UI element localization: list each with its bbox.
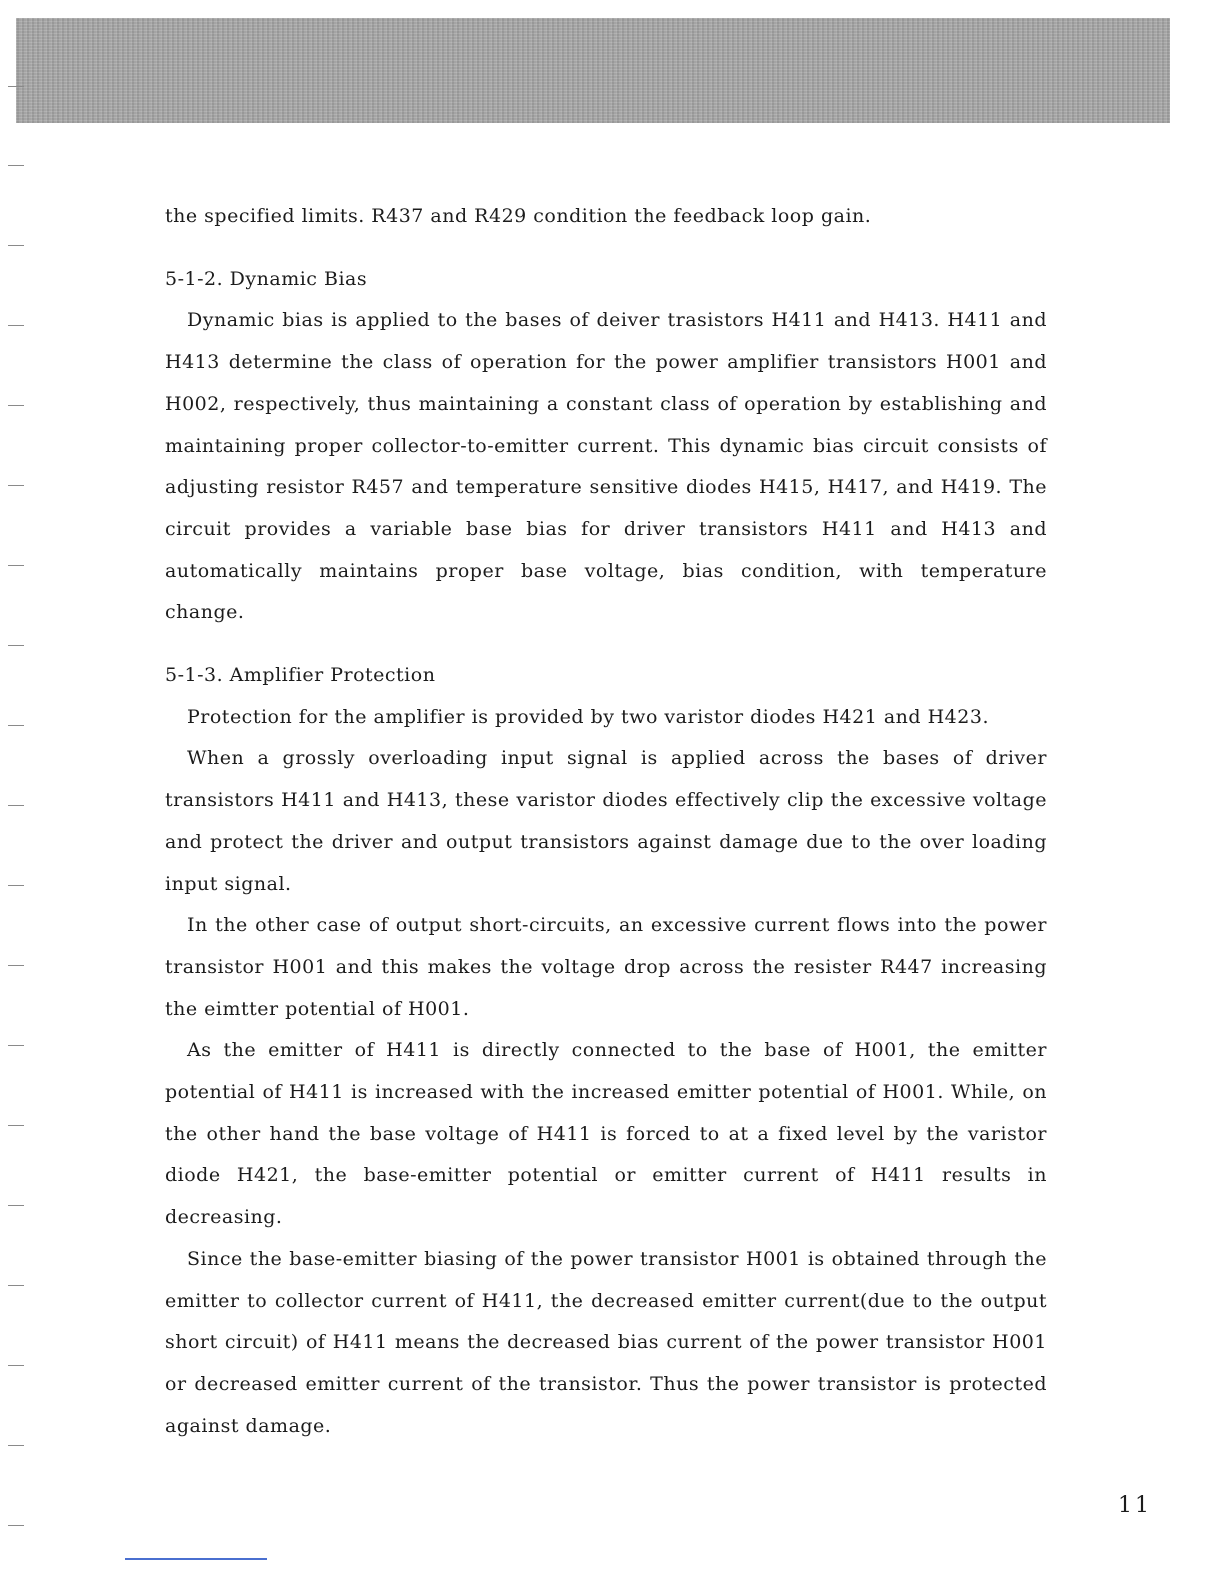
paragraph-dynamic-bias: Dynamic bias is applied to the bases of deiver trasistors H411 and H413. H411 and H413 determine the class of operation for the power amplifier transistors H001 and H002, respectively, thus maintaining a constant class of operation by establishing and maintaining proper collector-to-emitter current. This dynamic bias circuit consists of adjusting resistor R457 and temperature sensitive diodes H415, H417, and H419. The circuit provides a variable base bias for driver transistors H411 and H413 and automatically maintains proper base voltage, bias condition, with temperature change. (165, 309, 1047, 624)
intro-line: the specified limits. R437 and R429 condition the feedback loop gain. (165, 205, 872, 227)
paragraph-emitter-potential: As the emitter of H411 is directly connected to the base of H001, the emitter potential of H411 is increased with the increased emitter potential of H001. While, on the other hand the base voltage of H411 is forced to at a fixed level by the varistor diode H421, the base-emitter potential or emitter current of H411 results in decreasing. (165, 1039, 1047, 1229)
paragraph-protection-intro: Protection for the amplifier is provided by two varistor diodes H421 and H423. (187, 705, 989, 728)
page-number: 11 (1118, 1493, 1152, 1518)
header-band (16, 18, 1170, 123)
footer-rule (125, 1558, 267, 1560)
paragraph-overload: When a grossly overloading input signal is applied across the bases of driver transistors H411 and H413, these varistor diodes effectively clip the excessive voltage and protect the driver and output transistors against damage due to the over loading input signal. (165, 747, 1047, 895)
section-heading-amplifier-protection: 5-1-3. Amplifier Protection (165, 664, 436, 687)
section-heading-dynamic-bias: 5-1-2. Dynamic Bias (165, 267, 368, 290)
binding-edge-marks (0, 0, 40, 1584)
paragraph-bias-current: Since the base-emitter biasing of the power transistor H001 is obtained through the emitter to collector current of H411, the decreased emitter current(due to the output short circuit) of H411 means the decreased bias current of the power transistor H001 or decreased emitter current of the transistor. Thus the power transistor is protected against damage. (165, 1247, 1047, 1437)
paragraph-short-circuit: In the other case of output short-circuits, an excessive current flows into the power transistor H001 and this makes the voltage drop across the resister R447 increasing the eimtter potential of H001. (165, 914, 1047, 1020)
document-body (165, 196, 1047, 1447)
